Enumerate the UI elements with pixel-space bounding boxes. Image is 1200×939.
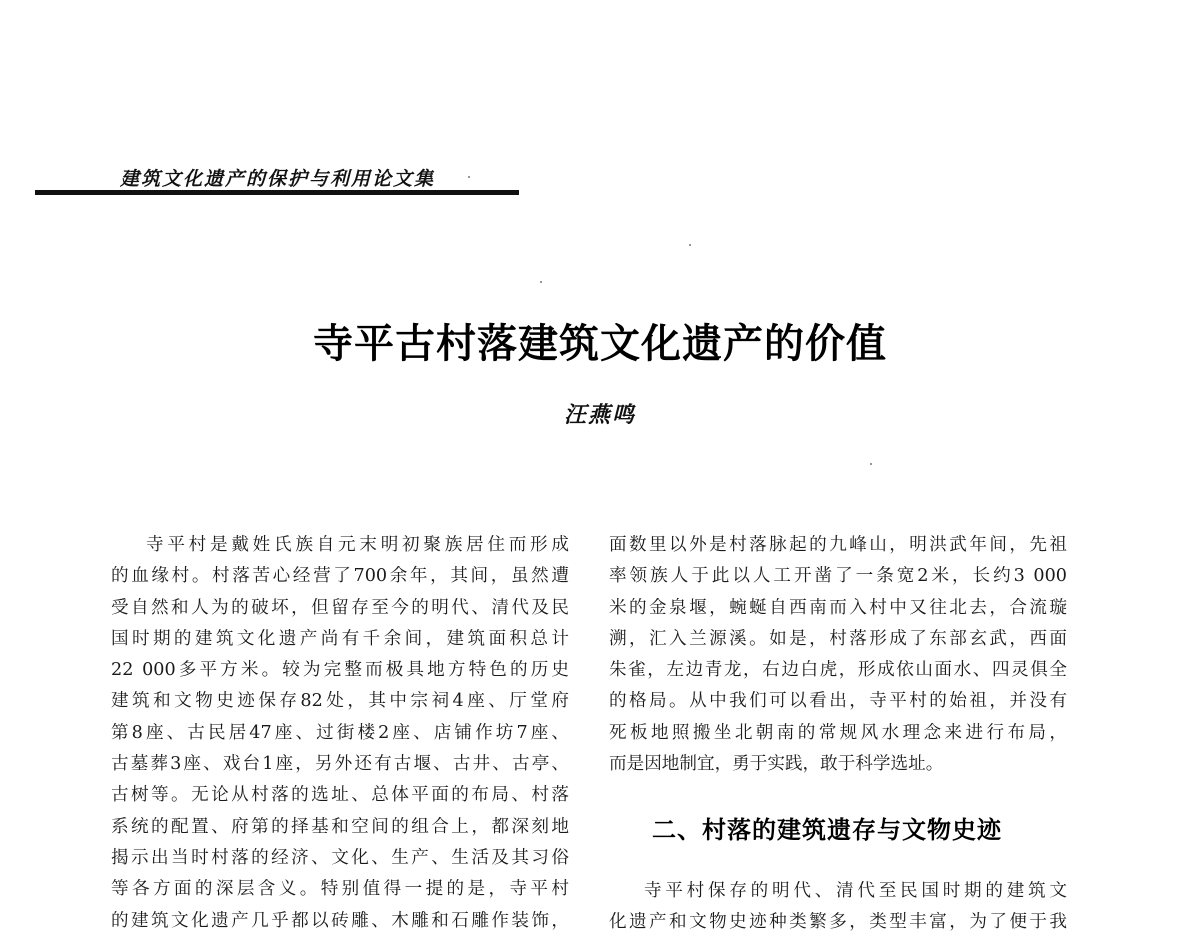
text-line: 寺平村保存的明代、清代至民国时期的建筑文 <box>644 881 1067 901</box>
text-line: 22 000多平方米。较为完整而极具地方特色的历史 <box>111 660 569 681</box>
text-line: 率领族人于此以人工开凿了一条宽2米，长约3 000 <box>609 566 1067 587</box>
scan-speck <box>540 281 542 283</box>
text-line: 米的金泉堰，蜿蜒自西南而入村中又往北去，合流璇 <box>609 597 1067 618</box>
text-line: 古树等。无论从村落的选址、总体平面的布局、村落 <box>111 785 569 806</box>
text-line: 第8座、古民居47座、过街楼2座、店铺作坊7座、 <box>111 722 569 743</box>
section-heading: 二、村落的建筑遗存与文物史迹 <box>652 816 1002 844</box>
text-line: 揭示出当时村落的经济、文化、生产、生活及其习俗 <box>111 847 569 868</box>
scan-speck <box>870 463 872 465</box>
left-column <box>111 530 569 937</box>
scan-speck <box>468 176 470 178</box>
article-title: 寺平古村落建筑文化遗产的价值 <box>313 320 887 367</box>
text-line: 等各方面的深层含义。特别值得一提的是，寺平村 <box>111 879 569 900</box>
text-line: 化遗产和文物史迹种类繁多，类型丰富，为了便于我 <box>609 912 1067 933</box>
text-line: 面数里以外是村落脉起的九峰山，明洪武年间，先祖 <box>609 535 1067 555</box>
header-rule <box>35 190 519 195</box>
scan-speck <box>689 244 691 246</box>
text-line: 受自然和人为的破坏，但留存至今的明代、清代及民 <box>111 597 569 618</box>
text-line: 的建筑文化遗产几乎都以砖雕、木雕和石雕作装饰， <box>111 910 569 931</box>
text-line: 的格局。从中我们可以看出，寺平村的始祖，并没有 <box>609 691 1067 712</box>
text-line: 的血缘村。村落苦心经营了700余年，其间，虽然遭 <box>111 566 569 587</box>
author-name: 汪燕鸣 <box>563 402 636 428</box>
text-line: 死板地照搬坐北朝南的常规风水理念来进行布局， <box>609 722 1067 743</box>
text-line: 朱雀，左边青龙，右边白虎，形成依山面水、四灵俱全 <box>609 660 1067 681</box>
running-header: 建筑文化遗产的保护与利用论文集 <box>120 168 436 190</box>
text-line: 而是因地制宜，勇于实践，敢于科学选址。 <box>609 754 944 775</box>
text-line: 溯，汇入兰源溪。如是，村落形成了东部玄武，西面 <box>609 628 1067 649</box>
right-column-continued <box>609 876 1067 939</box>
text-line: 寺平村是戴姓氏族自元末明初聚族居住而形成 <box>146 535 569 555</box>
text-line: 建筑和文物史迹保存82处，其中宗祠4座、厅堂府 <box>111 691 569 712</box>
right-column <box>609 530 1067 780</box>
text-line: 国时期的建筑文化遗产尚有千余间，建筑面积总计 <box>111 628 569 649</box>
text-line: 古墓葬3座、戏台1座，另外还有古堰、古井、古亭、 <box>111 754 569 775</box>
text-line: 系统的配置、府第的择基和空间的组合上，都深刻地 <box>111 816 569 837</box>
